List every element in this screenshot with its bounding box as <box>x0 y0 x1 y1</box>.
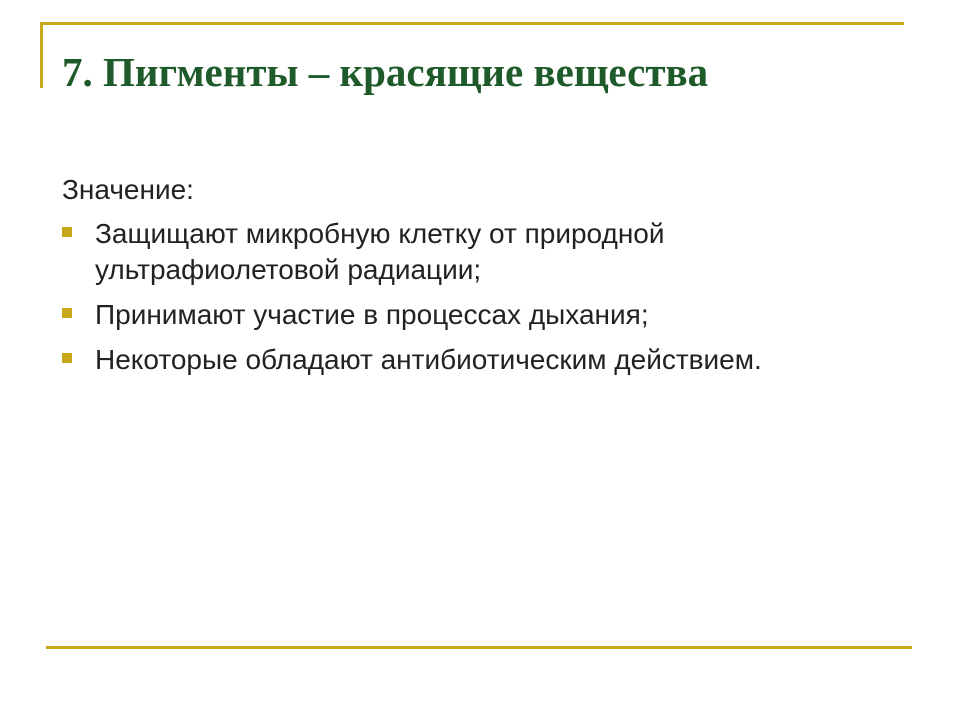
list-item <box>62 342 902 378</box>
bullet-text: Защищают микробную клетку от природной ультрафиолетовой радиации; <box>95 218 665 285</box>
frame-bottom-line <box>46 646 912 649</box>
frame-top-line <box>40 22 904 25</box>
slide-title: 7. Пигменты – красящие вещества <box>62 49 709 95</box>
lead-text: Значение: <box>62 174 194 205</box>
list-item <box>62 216 902 288</box>
bullet-list <box>62 216 902 378</box>
frame-left-line <box>40 22 43 88</box>
slide-body <box>62 172 902 387</box>
square-bullet-icon <box>62 308 72 318</box>
list-item <box>62 297 902 333</box>
bullet-text: Некоторые обладают антибиотическим действием. <box>95 344 762 375</box>
square-bullet-icon <box>62 353 72 363</box>
square-bullet-icon <box>62 227 72 237</box>
bullet-text: Принимают участие в процессах дыхания; <box>95 299 649 330</box>
